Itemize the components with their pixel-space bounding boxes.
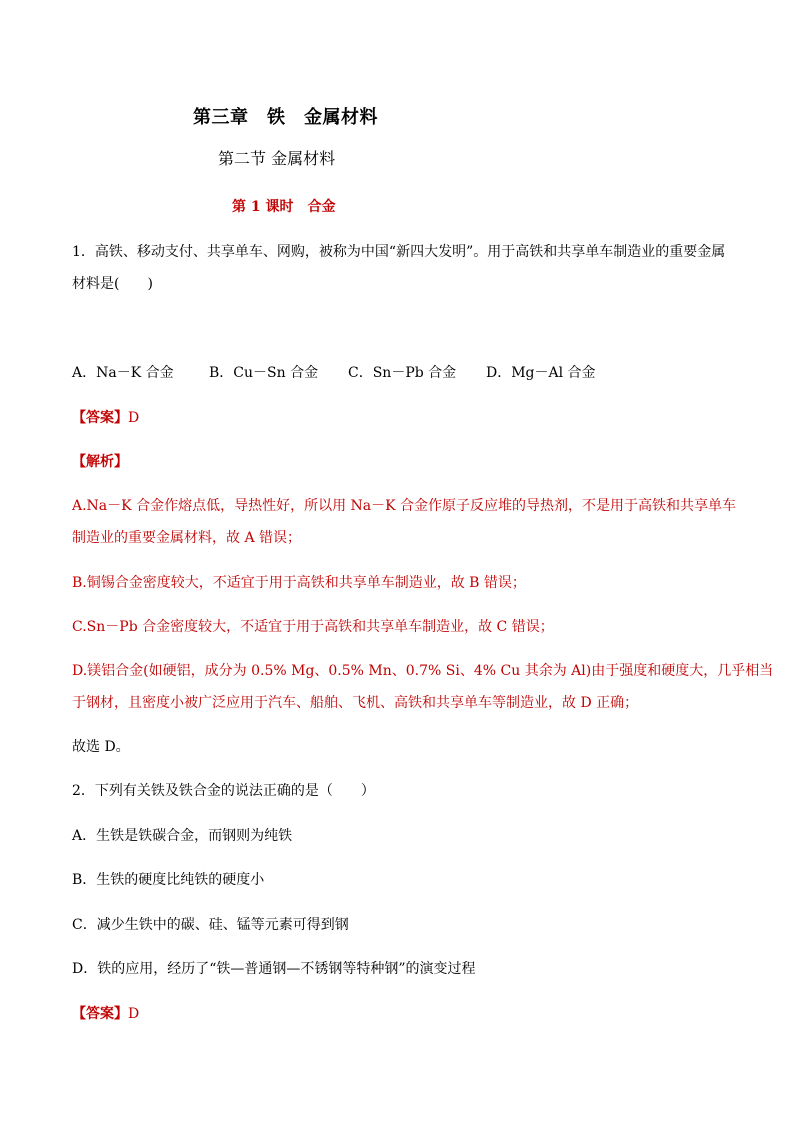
lesson-title: 第 1 课时 合金 xyxy=(232,199,336,215)
q1-analysis-line: 于钢材，且密度小被广泛应用于汽车、船舶、飞机、高铁和共享单车等制造业，故 D 正确； xyxy=(72,695,639,711)
q2-option-d: D．铁的应用，经历了“铁—普通钢—不锈钢等特种钢”的演变过程 xyxy=(72,961,476,977)
q1-analysis-line: 制造业的重要金属材料，故 A 错误； xyxy=(72,530,302,546)
q1-analysis-line: D.镁铝合金(如硬铝，成分为 0.5% Mg、0.5% Mn、0.7% Si、4% Cu 其余为 Al)由于强度和硬度大，几乎相当 xyxy=(72,663,774,679)
q1-option-a: A．Na－K 合金 xyxy=(72,365,174,381)
q2-option-c: C．减少生铁中的碳、硅、锰等元素可得到钢 xyxy=(72,917,349,933)
q1-answer-label: 【答案】 xyxy=(72,410,128,426)
q1-answer xyxy=(72,407,139,427)
q1-answer-value: D xyxy=(128,410,140,426)
q2-stem: 2．下列有关铁及铁合金的说法正确的是（ ） xyxy=(72,783,375,799)
q1-analysis-line: B.铜锡合金密度较大，不适宜于用于高铁和共享单车制造业，故 B 错误； xyxy=(72,575,526,591)
q2-option-b: B．生铁的硬度比纯铁的硬度小 xyxy=(72,872,265,888)
section-title: 第二节 金属材料 xyxy=(218,149,336,168)
q2-option-a: A．生铁是铁碳合金，而钢则为纯铁 xyxy=(72,828,293,844)
q1-option-d: D．Mg－Al 合金 xyxy=(486,365,596,381)
q1-analysis-line: C.Sn－Pb 合金密度较大，不适宜于用于高铁和共享单车制造业，故 C 错误； xyxy=(72,619,554,635)
chapter-title: 第三章 铁 金属材料 xyxy=(193,107,378,128)
q1-stem-line1: 1．高铁、移动支付、共享单车、网购，被称为中国“新四大发明”。用于高铁和共享单车制造业的重要金属 xyxy=(72,244,726,260)
q1-option-b: B．Cu－Sn 合金 xyxy=(209,365,319,381)
q2-answer xyxy=(72,1003,139,1023)
q1-analysis-line: A.Na－K 合金作熔点低，导热性好，所以用 Na－K 合金作原子反应堆的导热剂，不是用于高铁和共享单车 xyxy=(72,498,737,514)
q1-stem-line2: 材料是( ) xyxy=(72,276,153,292)
q1-analysis-label: 【解析】 xyxy=(72,454,128,470)
q1-conclusion: 故选 D。 xyxy=(72,739,130,755)
q2-answer-label: 【答案】 xyxy=(72,1006,128,1022)
q2-answer-value: D xyxy=(128,1006,140,1022)
q1-option-c: C．Sn－Pb 合金 xyxy=(348,365,457,381)
